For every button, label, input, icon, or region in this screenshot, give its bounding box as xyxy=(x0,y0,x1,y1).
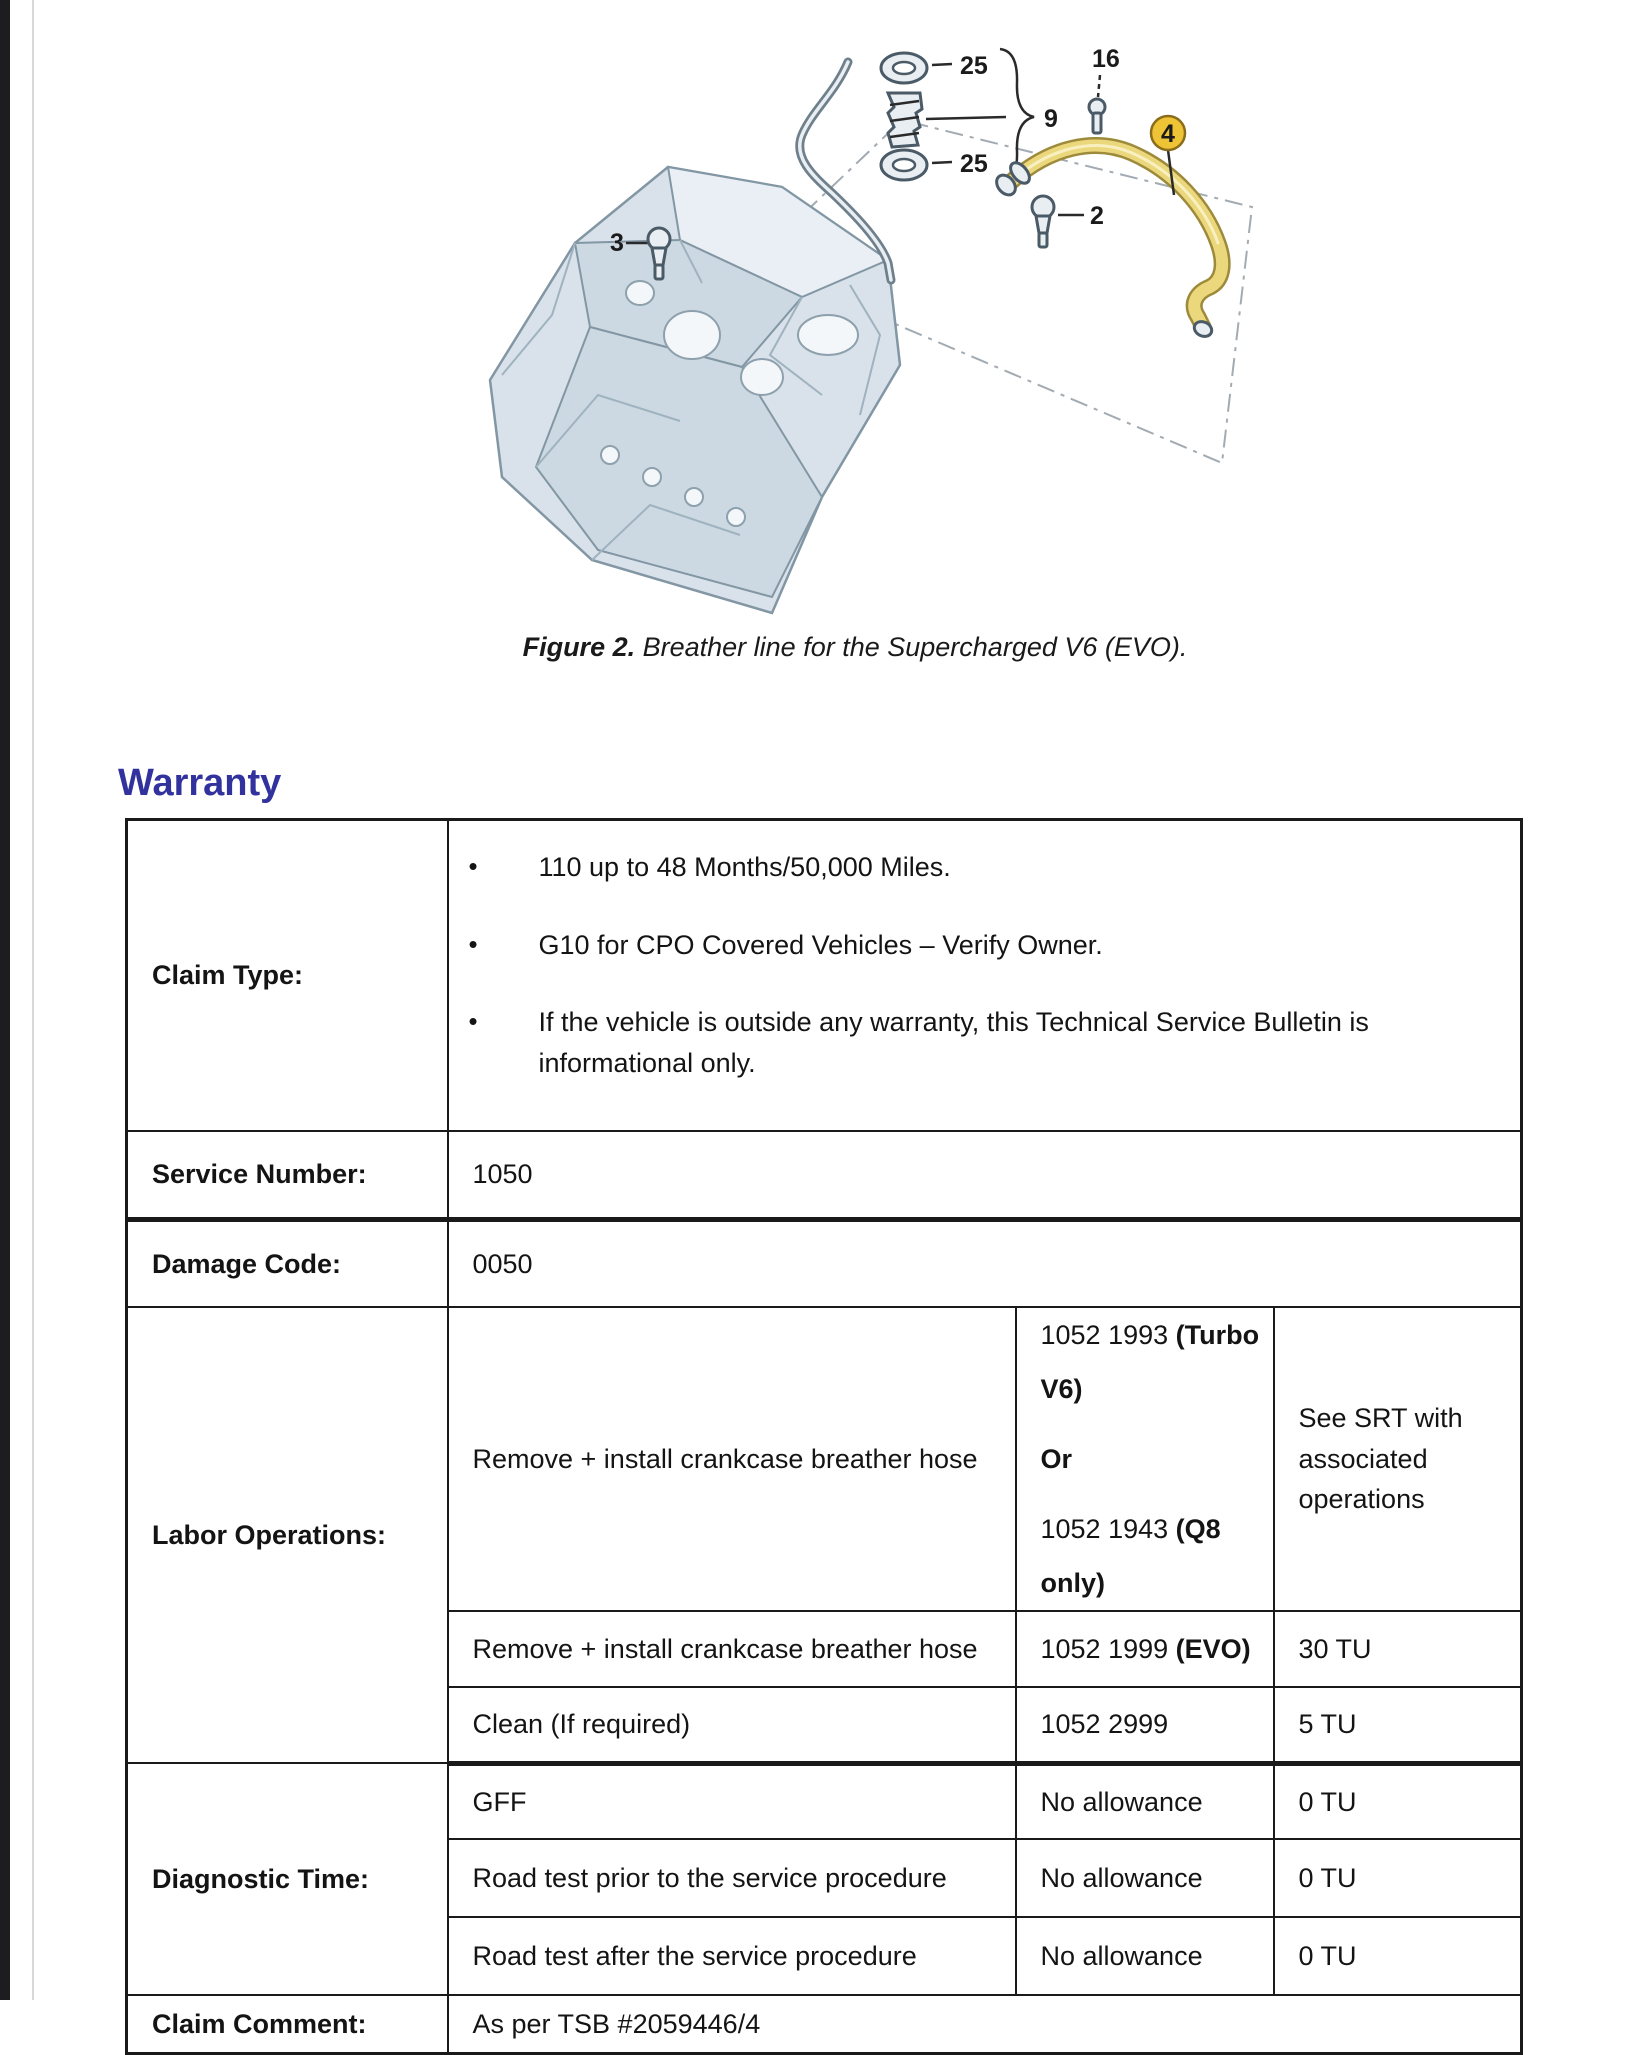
labor-op-1-code-a: 1052 1993 xyxy=(1040,1320,1176,1350)
callout-16: 16 xyxy=(1092,45,1120,73)
claim-type-bullet-1: 110 up to 48 Months/50,000 Miles. xyxy=(538,852,951,882)
labor-op-2-code xyxy=(1016,1611,1274,1687)
labor-op-2-time: 30 TU xyxy=(1274,1611,1522,1687)
bullet-icon: • xyxy=(468,1006,478,1036)
labor-op-1-codes xyxy=(1016,1307,1274,1611)
callout-25-top: 25 xyxy=(960,52,988,80)
warranty-heading: Warranty xyxy=(118,762,282,804)
diagnostic-1-allowance: No allowance xyxy=(1016,1763,1274,1839)
figure-caption-label: Figure 2. xyxy=(522,632,636,662)
figure-caption xyxy=(400,632,1310,663)
warranty-table xyxy=(125,818,1523,2055)
claim-type-bullet-2: G10 for CPO Covered Vehicles – Verify Owner. xyxy=(538,929,1103,960)
bullet-icon: • xyxy=(468,851,478,881)
labor-op-2-description: Remove + install crankcase breather hose xyxy=(448,1611,1016,1687)
labor-operations-label: Labor Operations: xyxy=(127,1307,448,1763)
labor-op-1-code-b-variant: (Q8 only) xyxy=(1040,1514,1221,1598)
bolt-16 xyxy=(1089,45,1120,133)
figure-caption-text: Breather line for the Supercharged V6 (EVO). xyxy=(635,632,1188,662)
labor-op-3-description: Clean (If required) xyxy=(448,1687,1016,1763)
diagnostic-1-description: GFF xyxy=(448,1763,1016,1839)
callout-25-bottom: 25 xyxy=(960,150,988,178)
damage-code-label: Damage Code: xyxy=(127,1219,448,1307)
claim-type-bullets xyxy=(449,821,1511,1130)
labor-op-2-code-variant: (EVO) xyxy=(1175,1633,1251,1664)
claim-type-label: Claim Type: xyxy=(127,820,448,1132)
labor-op-1-description: Remove + install crankcase breather hose xyxy=(448,1307,1016,1611)
list-item xyxy=(449,1002,1511,1083)
labor-op-1-time: See SRT with associated operations xyxy=(1274,1307,1522,1611)
callout-3: 3 xyxy=(610,229,624,257)
diagnostic-1-time: 0 TU xyxy=(1274,1763,1522,1839)
scan-edge-stripe xyxy=(0,0,10,2000)
ball-stud-2 xyxy=(1032,196,1104,247)
labor-op-1-code-b: 1052 1943 xyxy=(1040,1514,1176,1544)
service-number-label: Service Number: xyxy=(127,1131,448,1219)
service-number-value: 1050 xyxy=(448,1131,1522,1219)
claim-comment-value: As per TSB #2059446/4 xyxy=(448,1995,1522,2053)
claim-comment-label: Claim Comment: xyxy=(127,1995,448,2053)
labor-op-1-or: Or xyxy=(1040,1444,1073,1474)
diagnostic-2-time: 0 TU xyxy=(1274,1839,1522,1917)
callout-4: 4 xyxy=(1161,120,1175,148)
labor-op-1-code-a-variant: (Turbo V6) xyxy=(1040,1320,1260,1404)
list-item xyxy=(449,847,1511,888)
list-item xyxy=(449,925,1511,966)
figure-2-engine-diagram xyxy=(440,35,1270,631)
labor-op-3-code: 1052 2999 xyxy=(1016,1687,1274,1763)
diagnostic-3-description: Road test after the service procedure xyxy=(448,1917,1016,1995)
page-edge-line xyxy=(32,0,34,2000)
bullet-icon: • xyxy=(468,928,478,959)
engine-block xyxy=(490,167,900,613)
diagnostic-3-time: 0 TU xyxy=(1274,1917,1522,1995)
diagnostic-time-label: Diagnostic Time: xyxy=(127,1763,448,1995)
diagnostic-3-allowance: No allowance xyxy=(1016,1917,1274,1995)
engine-illustration xyxy=(440,35,1270,631)
breather-hose-highlighted xyxy=(993,116,1222,339)
callout-9: 9 xyxy=(1044,105,1058,133)
callout-2: 2 xyxy=(1090,202,1104,230)
labor-op-2-code-num: 1052 1999 xyxy=(1040,1633,1176,1664)
labor-op-3-time: 5 TU xyxy=(1274,1687,1522,1763)
diagnostic-2-allowance: No allowance xyxy=(1016,1839,1274,1917)
claim-type-bullet-3: If the vehicle is outside any warranty, this Technical Service Bulletin is informational only. xyxy=(538,1007,1369,1078)
damage-code-value: 0050 xyxy=(448,1219,1522,1307)
diagnostic-2-description: Road test prior to the service procedure xyxy=(448,1839,1016,1917)
